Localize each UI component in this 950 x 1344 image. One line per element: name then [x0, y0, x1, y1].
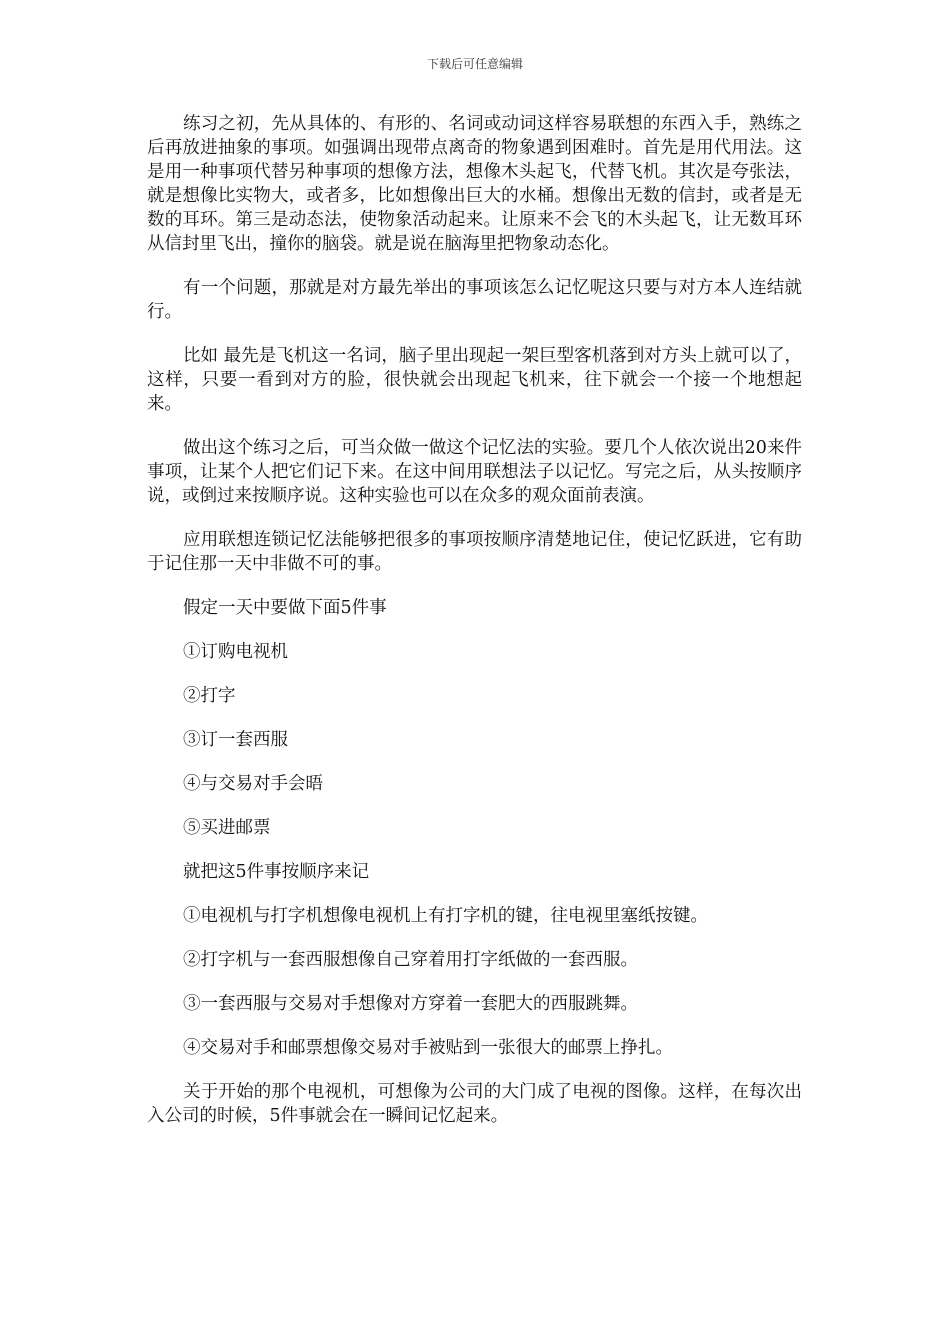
paragraph-chain-memory: 应用联想连锁记忆法能够把很多的事项按顺序清楚地记住，使记忆跃进，它有助于记住那一天中非做不可的事。	[147, 530, 802, 574]
list-item: ②打字机与一套西服想像自己穿着用打字纸做的一套西服。	[183, 950, 638, 970]
list-item: 就把这5件事按顺序来记	[183, 862, 370, 882]
list-item: ③订一套西服	[183, 730, 288, 750]
paragraph-experiment: 做出这个练习之后，可当众做一做这个记忆法的实验。要几个人依次说出20来件事项，让某个人把它们记下来。在这中间用联想法子以记忆。写完之后，从头按顺序说，或倒过来按顺序说。这种实验也可以在众多的观众面前表演。	[147, 438, 802, 506]
list-item: 假定一天中要做下面5件事	[183, 598, 387, 618]
paragraph-first-item-question: 有一个问题，那就是对方最先举出的事项该怎么记忆呢这只要与对方本人连结就行。	[147, 278, 802, 322]
paragraph-practice-methods: 练习之初，先从具体的、有形的、名词或动词这样容易联想的东西入手，熟练之后再放进抽象的事项。如强调出现带点离奇的物象遇到困难时。首先是用代用法。这是用一种事项代替另种事项的想像方法，想像木头起飞，代替飞机。其次是夸张法，就是想像比实物大，或者多，比如想像出巨大的水桶。想像出无数的信封，或者是无数的耳环。第三是动态法，使物象活动起来。让原来不会飞的木头起飞，让无数耳环从信封里飞出，撞你的脑袋。就是说在脑海里把物象动态化。	[147, 114, 802, 254]
page-header-note: 下载后可任意编辑	[426, 57, 523, 71]
list-item: ①订购电视机	[183, 642, 288, 662]
list-item: ⑤买进邮票	[183, 818, 271, 838]
list-item: ①电视机与打字机想像电视机上有打字机的键，往电视里塞纸按键。	[183, 906, 708, 926]
paragraph-closing: 关于开始的那个电视机，可想像为公司的大门成了电视的图像。这样，在每次出入公司的时候，5件事就会在一瞬间记忆起来。	[147, 1082, 802, 1126]
list-item: ④与交易对手会晤	[183, 774, 323, 794]
list-item: ③一套西服与交易对手想像对方穿着一套肥大的西服跳舞。	[183, 994, 638, 1014]
list-item: ④交易对手和邮票想像交易对手被贴到一张很大的邮票上挣扎。	[183, 1038, 673, 1058]
document-body	[147, 112, 802, 1128]
list-item: ②打字	[183, 686, 236, 706]
paragraph-airplane-example: 比如 最先是飞机这一名词，脑子里出现起一架巨型客机落到对方头上就可以了，这样，只要一看到对方的脸，很快就会出现起飞机来，往下就会一个接一个地想起来。	[147, 346, 802, 414]
